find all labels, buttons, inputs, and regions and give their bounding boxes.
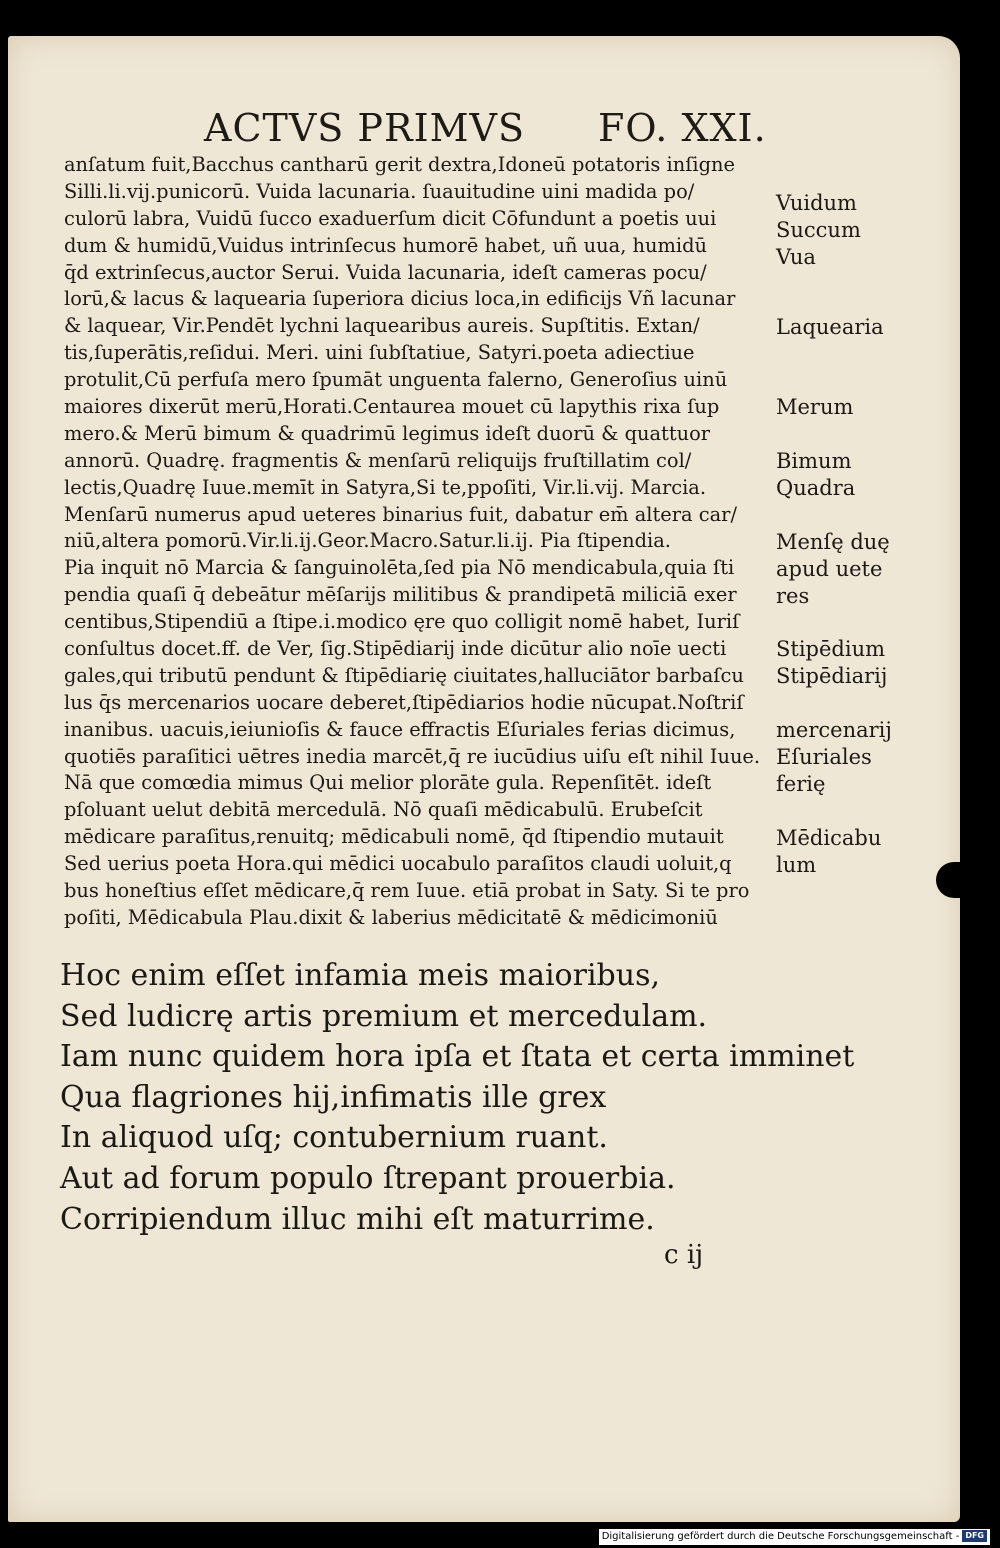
commentary-line: conſultus docet.ff. de Ver, ſig.Stipēdiarij inde dicūtur alio noīe uecti [64,637,727,661]
commentary-line: q̄d extrinſecus,auctor Serui. Vuida lacunaria, ideſt cameras pocu/ [64,260,707,284]
margin-note: Vua [776,244,816,269]
dfg-logo: DFG [962,1530,987,1542]
commentary-line: annorū. Quadrę. fragmentis & menſarū reliquijs fruſtillatim col/ [64,448,692,472]
margin-note: Stipēdiarij [776,664,888,689]
commentary-line: pendia quaſi q̄ debeātur mēſarijs militibus & prandipetā miliciā exer [64,583,737,607]
folio-number: FO. XXI. [598,106,767,150]
commentary-line: bus honeſtius eſſet mēdicare,q̄ rem Iuue. etiā probat in Saty. Si te pro [64,879,750,903]
verse-line: Corripiendum illuc mihi eſt maturrime. [60,1201,655,1237]
dfg-credit [599,1529,990,1545]
commentary-line: mero.& Merū bimum & quadrimū legimus ideſt duorū & quattuor [64,421,711,445]
commentary-line: quotiēs paraſitici uētres inedia marcēt,q̄ re iucūdius uiſu eſt nihil Iuue. [64,744,761,768]
commentary-line: anſatum fuit,Bacchus cantharū gerit dextra,Idoneū potatoris inſigne [64,153,735,176]
margin-note: Quadra [776,476,856,501]
commentary-line: poſiti, Mēdicabula Plau.dixit & laberius mēdicitatē & mēdicimoniū [64,905,718,929]
commentary-line: Sed uerius poeta Hora.qui mēdici uocabulo paraſitos claudi uoluit,q [64,852,732,876]
commentary-line: & laquear, Vir.Pendēt lychni laquearibus aureis. Supſtitis. Extan/ [64,314,700,338]
verse-line: Iam nunc quidem hora ipſa et ſtata et certa imminet [60,1039,855,1075]
running-head-left: ACTVS PRIMVS [204,106,525,150]
credit-text: Digitalisierung gefördert durch die Deutsche Forschungsgemeinschaft - [601,1531,960,1542]
commentary-line: lus q̄s mercenarios uocare deberet,ſtipēdiarios hodie nūcupat.Noſtriſ [64,690,744,714]
margin-note: Menſę duę [776,529,890,554]
verse-line: Aut ad forum populo ſtrepant prouerbia. [60,1160,676,1196]
commentary-line: tis,ſuperātis,reſidui. Meri. uini ſubſtatiue, Satyri.poeta adiectiue [64,341,695,365]
margin-note: Merum [776,395,854,420]
commentary-line: pſoluant uelut debitā mercedulā. Nō quaſi mēdicabulū. Erubeſcit [64,798,703,822]
margin-note: Laquearia [776,314,884,339]
margin-note: Vuidum [776,190,857,215]
margin-note: mercenarij [776,718,892,743]
margin-note: res [776,583,810,608]
commentary-line: mēdicare paraſitus,renuitq; mēdicabuli nomē, q̄d ſtipendio mutauit [64,825,724,849]
margin-note: Bimum [776,449,852,474]
verse-line: Sed ludicrę artis premium et mercedulam. [60,998,708,1034]
commentary-line: inanibus. uacuis,ieiunioſis & fauce effractis Eſuriales ferias dicimus, [64,717,736,741]
commentary-line: Menſarū numerus apud ueteres binarius fuit, dabatur em̄ altera car/ [64,502,737,526]
commentary-line: lorū,& lacus & laquearia ſuperiora dicius loca,in edificijs Vñ lacunar [64,287,736,311]
commentary-line: culorū labra, Vuidū ſucco exaduerſum dicit Cōfundunt a poetis uui [64,206,717,230]
margin-note: apud uete [776,556,883,581]
commentary-line: niū,altera pomorū.Vir.li.ij.Geor.Macro.Satur.li.ij. Pia ſtipendia. [64,529,671,553]
signature-mark: c ij [664,1240,704,1270]
commentary-line: centibus,Stipendiū a ſtipe.i.modico ęre quo colligit nomē habet, Iuriſ [64,610,740,634]
verse-line: Qua flagriones hij,infimatis ille grex [60,1079,607,1115]
page-edge-notch [936,862,966,898]
margin-note: Succum [776,217,861,242]
commentary-line: lectis,Quadrę Iuue.memīt in Satyra,Si te,ppoſiti, Vir.li.vij. Marcia. [64,475,707,499]
commentary-line: Nā que comœdia mimus Qui melior plorāte gula. Repenſitēt. ideſt [64,771,712,795]
verse-line: Hoc enim eſſet infamia meis maioribus, [60,958,660,993]
commentary-block [64,152,776,932]
commentary-line: dum & humidū,Vuidus intrinſecus humorē habet, uñ uua, humidū [64,233,708,257]
verse-block [60,956,855,1240]
commentary-line: maiores dixerūt merū,Horati.Centaurea mouet cū lapythis rixa ſup [64,395,720,419]
margin-note: Eſuriales [776,745,872,770]
commentary-line: Pia inquit nō Marcia & ſanguinolēta,ſed pia Nō mendicabula,quia ſti [64,556,735,580]
commentary-line: Silli.li.vij.punicorū. Vuida lacunaria. ſuauitudine uini madida po/ [64,179,695,203]
book-page [8,36,960,1522]
verse-line: In aliquod uſq; contubernium ruant. [60,1120,608,1156]
commentary-line: protulit,Cū perfuſa mero ſpumāt unguenta falerno, Generoſius uinū [64,368,728,392]
margin-note: lum [776,852,817,877]
margin-note: Stipēdium [776,637,886,662]
margin-note: Mēdicabu [776,825,882,850]
margin-note: ferię [776,771,826,796]
commentary-line: gales,qui tributū pendunt & ſtipēdiarię ciuitates,halluciātor barbaſcu [64,663,744,687]
